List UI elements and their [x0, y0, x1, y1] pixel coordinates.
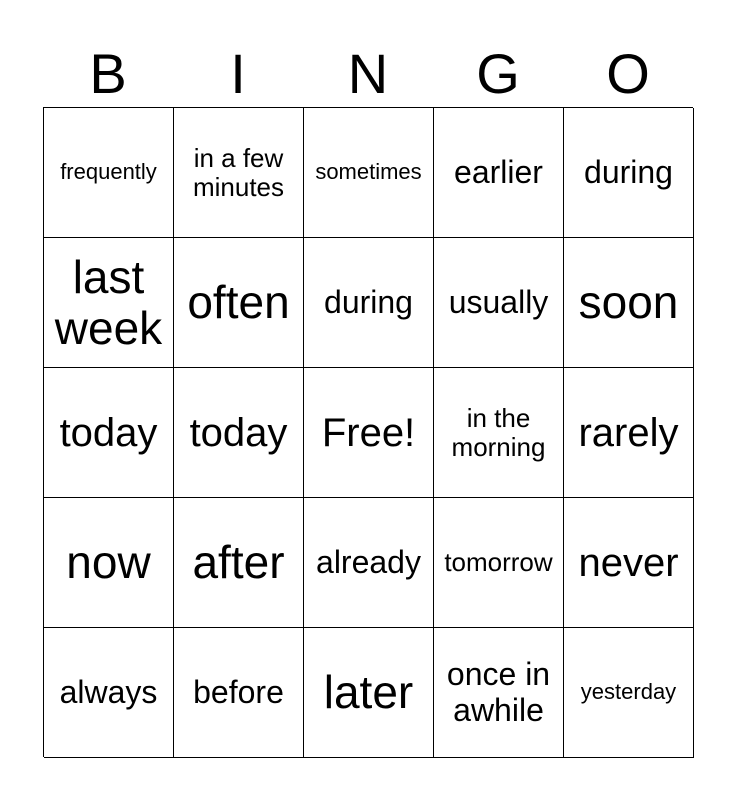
bingo-cell[interactable]: after	[174, 498, 304, 628]
bingo-cell[interactable]: earlier	[434, 108, 564, 238]
bingo-cell[interactable]: today	[174, 368, 304, 498]
bingo-cell[interactable]: usually	[434, 238, 564, 368]
bingo-cell[interactable]: sometimes	[304, 108, 434, 238]
bingo-cell[interactable]: last week	[44, 238, 174, 368]
bingo-cell[interactable]: during	[304, 238, 434, 368]
header-letter-g: G	[476, 42, 520, 105]
bingo-cell[interactable]: during	[564, 108, 694, 238]
bingo-cell[interactable]: often	[174, 238, 304, 368]
header-letter-b: B	[89, 42, 127, 105]
bingo-cell[interactable]: yesterday	[564, 628, 694, 758]
bingo-cell[interactable]: today	[44, 368, 174, 498]
bingo-cell[interactable]: soon	[564, 238, 694, 368]
bingo-cell[interactable]: once in awhile	[434, 628, 564, 758]
bingo-board	[43, 107, 693, 757]
bingo-cell[interactable]: in a few minutes	[174, 108, 304, 238]
bingo-header	[43, 40, 693, 108]
bingo-cell[interactable]: tomorrow	[434, 498, 564, 628]
bingo-cell[interactable]: now	[44, 498, 174, 628]
header-letter-i: I	[230, 42, 246, 105]
free-space-cell[interactable]: Free!	[304, 368, 434, 498]
bingo-cell[interactable]: later	[304, 628, 434, 758]
bingo-cell[interactable]: in the morning	[434, 368, 564, 498]
bingo-cell[interactable]: frequently	[44, 108, 174, 238]
bingo-cell[interactable]: never	[564, 498, 694, 628]
header-letter-n: N	[347, 42, 389, 105]
bingo-cell[interactable]: already	[304, 498, 434, 628]
bingo-cell[interactable]: always	[44, 628, 174, 758]
header-letter-o: O	[606, 42, 650, 105]
bingo-cell[interactable]: rarely	[564, 368, 694, 498]
bingo-cell[interactable]: before	[174, 628, 304, 758]
